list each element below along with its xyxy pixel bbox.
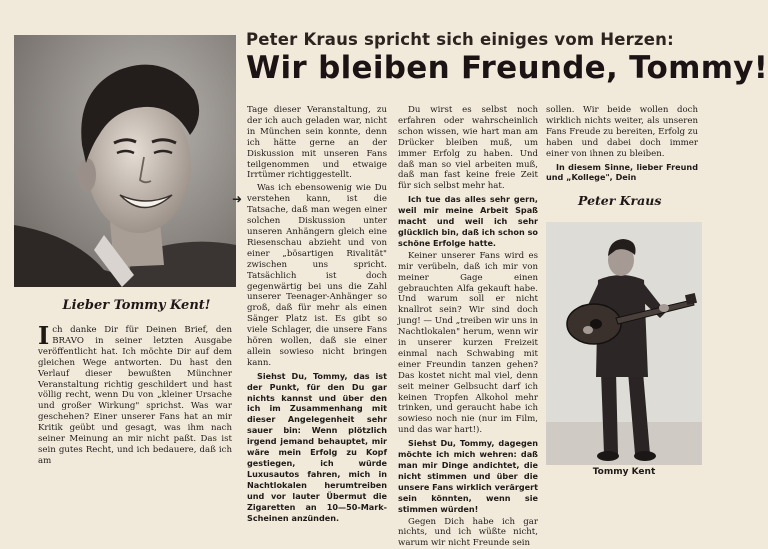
margin-arrow-icon: ➜ bbox=[232, 192, 243, 206]
paragraph: Tage dieser Veranstaltung, zu der ich auch geladen war, nicht in München sein konnte, denn ich hätte gerne an der Diskussion mit unseren Fans teilgenommen und etwaige Irrtümer richtiggestellt. bbox=[247, 105, 387, 181]
article-headline: Wir bleiben Freunde, Tommy! bbox=[246, 50, 768, 86]
text-column-1 bbox=[38, 321, 232, 481]
portrait-photo-right bbox=[546, 222, 702, 465]
paragraph: sollen. Wir beide wollen doch wirklich nichts weiter, als unseren Fans Freude zu bereiten, Erfolg zu haben und dabei doch immer einer von ihnen zu bleiben. bbox=[546, 105, 698, 159]
paragraph: Keiner unserer Fans wird es mir verübeln, daß ich mir von meiner Gage einen gebrauchten Alfa gekauft habe. Und warum soll er nicht knallrot sein? Wir sind doch jung! — Und „treiben wir uns in Nachtlokalen" herum, wenn wir in unserer kurzen Freizeit einmal nach Schwabing mit einer Freundin tanzen gehen? Das kostet nicht mal viel, denn seit meiner Gelbsucht darf ich keinen Tropfen Alkohol mehr trinken, und geraucht habe ich sowieso noch nie (nur im Film, und das war hart!). bbox=[398, 250, 538, 436]
paragraph: Was ich ebensowenig wie Du verstehen kann, ist die Tatsache, daß man wegen einer solchen Diskussion unter unseren Anhängern gleich eine Riesenschau abzieht und von einer „bösartigen Rivalität" zwischen uns spricht. Tatsächlich ist doch gegenwärtig bei uns die Zahl unserer Teenager-Anhänger so groß, daß für mehr als einen Sänger Platz ist. Es gibt so viele Schlager, die unsere Fans hören wollen, daß sie einer allein sowieso nicht bringen kann. bbox=[247, 183, 387, 368]
paragraph: ch danke Dir für Deinen Brief, den BRAVO in seiner letzten Ausgabe veröffentlicht hat. Ich möchte Dir auf dem gleichen Wege antworten. Du hast den Verlauf dieser bewußten Münchner Veranstaltung richtig geschildert und hast völlig recht, wenn Du von „kleiner Ursache und großer Wirkung" sprichst. Was war geschehen? Einer unserer Fans hat an mir Kritik geübt und gesagt, was ihm nach seiner Meinung an mir nicht paßt. Das ist sein gutes Recht, und ich bedauere, daß ich am bbox=[38, 325, 232, 466]
letter-signature: Peter Kraus bbox=[578, 193, 662, 208]
bold-paragraph: Siehst Du, Tommy, das ist der Punkt, für den Du gar nichts kannst und über den ich im Zusammenhang mit dieser Angelegenheit sehr sauer bin: Wenn plötzlich irgend jemand behauptet, mir wäre mein Erfolg zu Kopf gestiegen, ich würde Luxusautos fahren, mich in Nachtlokalen herumtreiben und vor lauter Übermut die Zigaretten an 10—50-Mark-Scheinen anzünden. bbox=[247, 370, 387, 523]
text-column-3 bbox=[398, 105, 538, 549]
dropcap-letter: I bbox=[38, 321, 50, 350]
photo-caption: Tommy Kent bbox=[592, 467, 656, 477]
portrait-photo-left bbox=[14, 35, 236, 287]
text-column-4 bbox=[546, 105, 698, 203]
paragraph: Du wirst es selbst noch erfahren oder wahrscheinlich schon wissen, wie hart man am Drücker bleiben muß, um immer Erfolg zu haben. Und daß man so viel arbeiten muß, daß man fast keine freie Zeit für sich selbst mehr hat. bbox=[398, 105, 538, 192]
bold-paragraph: Ich tue das alles sehr gern, weil mir meine Arbeit Spaß macht und weil ich sehr glücklich bin, daß ich schon so schöne Erfolge hatte. bbox=[398, 194, 538, 248]
bold-paragraph: Siehst Du, Tommy, dagegen möchte ich mich wehren: daß man mir Dinge andichtet, die nicht stimmen und über die unsere Fans wirklich verärgert sein könnten, wenn sie stimmen würden! bbox=[398, 438, 538, 514]
paragraph: Gegen Dich habe ich gar nichts, und ich wüßte nicht, warum wir nicht Freunde sein bbox=[398, 516, 538, 549]
letter-salutation: Lieber Tommy Kent! bbox=[62, 298, 211, 313]
article-kicker: Peter Kraus spricht sich einiges vom Herzen: bbox=[246, 30, 674, 49]
bold-paragraph: In diesem Sinne, lieber Freund und „Kollege", Dein bbox=[546, 161, 698, 183]
text-column-2 bbox=[247, 105, 387, 523]
